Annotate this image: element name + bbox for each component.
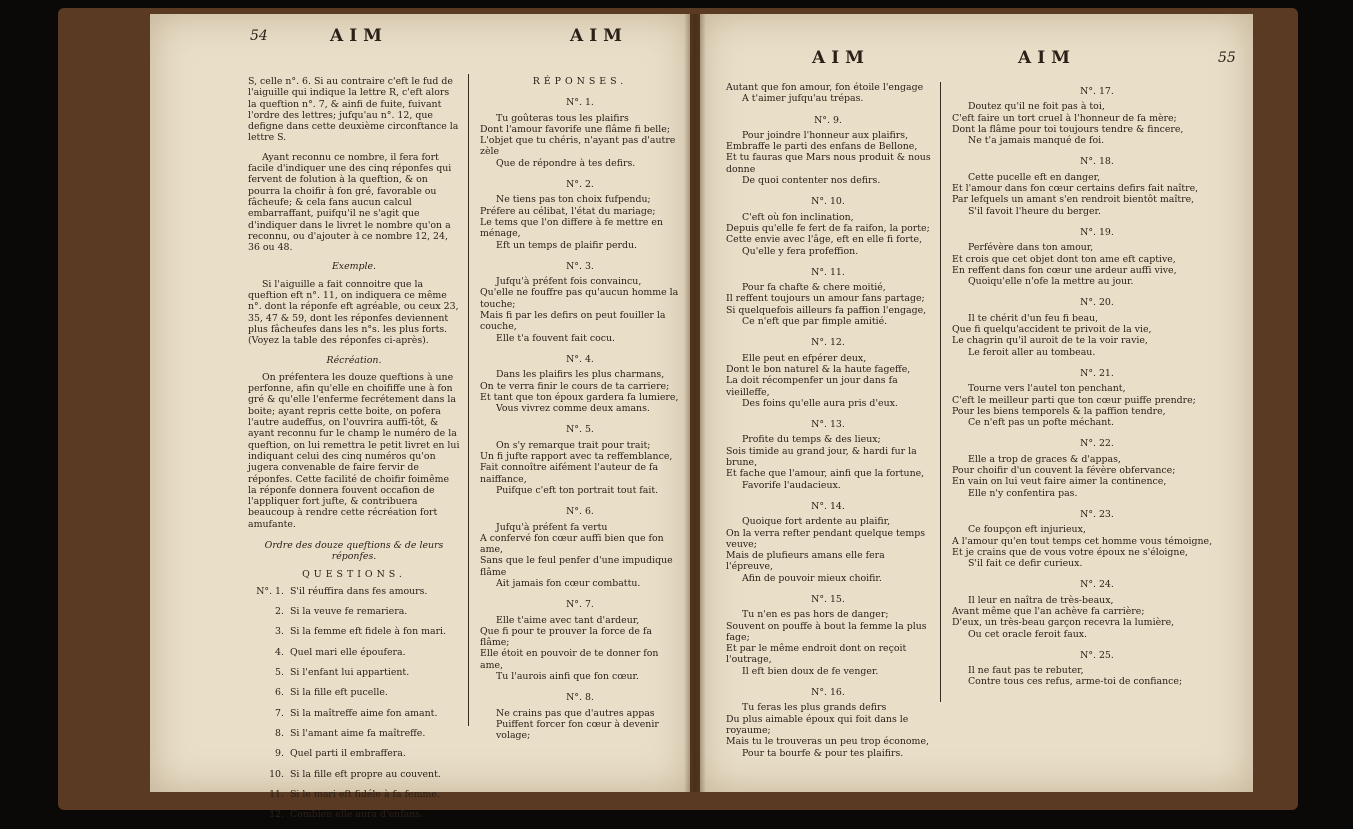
verse-line: Tu feras les plus grands defirs <box>742 702 887 714</box>
question-number: 9. <box>275 748 284 760</box>
reponse-number: N°. 25. <box>1080 649 1114 661</box>
verse-line: Mais de plufieurs amans elle fera l'épreuve, <box>726 550 885 573</box>
reponse-entry <box>722 419 934 491</box>
recreation-paragraph: On préfentera les douze queftions à une perfonne, afin qu'elle en choififfe une à fon gré & qu'elle l'enferme fecrétement dans la boite; ayant repris cette boite, on pofera l'autre audeffus, on l'ouvrira auffi-tôt, & ayant reconnu fur le champ le numéro de la queftion, on lui remettra le petit livret en lui indiquant celui des cinq numéros qu'on jugera convenable de faire fervir de réponfes. Cette facilité de choifir foimême la réponfe donnera fouvent occafion de l'appliquer fort jufte, & contribuera beaucoup à rendre cette récréation fort amufante. <box>248 371 460 530</box>
verse-line: La doit récompenfer un jour dans fa vieilleffe, <box>726 375 898 398</box>
verse-line: Que de répondre à tes defirs. <box>496 157 636 169</box>
verse-line: Le chagrin qu'il auroit de te la voir ravie, <box>952 335 1148 347</box>
question-text: Si la fille eft pucelle. <box>290 687 388 699</box>
question-item <box>248 728 460 739</box>
verse-line: Qu'elle ne fouffre pas qu'aucun homme la touche; <box>480 287 679 310</box>
question-number: 3. <box>275 626 284 638</box>
question-text: Si la veuve fe remariera. <box>290 606 408 618</box>
reponses-entries <box>476 97 684 741</box>
reponse-number: N°. 5. <box>566 424 594 436</box>
verse-line: Le tems que l'on differe à fe mettre en ménage, <box>480 216 663 240</box>
verse-line: Quoiqu'elle n'ofe la mettre au jour. <box>968 276 1134 288</box>
verse-line: Et l'amour dans fon cœur certains defirs fait naître, <box>952 183 1199 195</box>
reponse-entry <box>722 687 934 759</box>
exemple-heading: Exemple. <box>331 261 377 273</box>
verse-line: S'il fait ce defir curieux. <box>968 558 1083 570</box>
verse-line: C'eft le meilleur parti que ton cœur puiffe prendre; <box>952 394 1196 406</box>
verse-line: En vain on lui veut faire aimer la continence, <box>952 476 1167 488</box>
verse-line: Jufqu'à préfent fa vertu <box>496 521 608 533</box>
column-rule <box>468 74 469 726</box>
verse-line: Mais fi par les defirs on peut fouiller la couche, <box>480 310 666 333</box>
verse-line: En reffent dans fon cœur une ardeur auffi vive, <box>952 264 1177 276</box>
reponse-entry <box>476 97 684 169</box>
verse-line: Sois timide au grand jour, & hardi fur la brune, <box>726 445 917 469</box>
reponse-number: N°. 2. <box>566 179 594 191</box>
verse-line: Elle a trop de graces & d'appas, <box>968 453 1121 465</box>
verse-line: Tourne vers l'autel ton penchant, <box>968 383 1126 395</box>
verse-line: On s'y remarque trait pour trait; <box>496 439 651 451</box>
verse-line: Que fi pour te prouver la force de fa flâme; <box>480 625 652 649</box>
reponse-verse <box>722 130 934 186</box>
reponse-number: N°. 6. <box>566 506 594 518</box>
question-number: 8. <box>275 727 284 739</box>
question-item <box>248 586 460 597</box>
recreation-heading: Récréation. <box>326 354 382 366</box>
reponse-entry <box>948 650 1246 688</box>
verse-line: De quoi contenter nos defirs. <box>742 175 881 187</box>
reponse-entry <box>948 156 1246 216</box>
reponse-number: N°. 15. <box>811 593 845 605</box>
verse-line: Mais tu le trouveras un peu trop économe, <box>726 736 929 748</box>
reponse-verse <box>476 522 684 590</box>
question-text: Si l'enfant lui appartient. <box>290 667 410 679</box>
verse-line: Ou cet oracle feroit faux. <box>968 628 1087 640</box>
question-item <box>248 708 460 719</box>
verse-line: Sans que le feul penfer d'une impudique flâme <box>480 555 673 578</box>
reponse-verse <box>476 440 684 496</box>
verse-line: Il te chérit d'un feu fi beau, <box>968 312 1099 324</box>
exemple-paragraph: Si l'aiguille a fait connoitre que la queftion eft n°. 11, on indiquera ce même n°. dont la réponfe eft agréable, ou ceux 23, 35, 47 & 59, dont les réponfes deviennent plus fâcheufes dans les n°s. les plus forts. (Voyez la table des réponfes ci-après). <box>248 278 459 347</box>
verse-line: Dont le bon naturel & la haute fageffe, <box>726 363 911 375</box>
question-number: 12. <box>269 809 284 821</box>
reponse-verse <box>722 212 934 257</box>
verse-line: C'eft faire un tort cruel à l'honneur de fa mère; <box>952 112 1177 124</box>
right-column-1 <box>722 82 934 759</box>
verse-line: Avant même que l'an achève fa carrière; <box>952 605 1145 617</box>
reponse-entry <box>722 196 934 256</box>
verse-line: Favorife l'audacieux. <box>742 479 841 491</box>
reponse-number: N°. 19. <box>1080 226 1114 238</box>
reponses-entries <box>722 115 934 759</box>
verse-line: Pour choifir d'un couvent la févère obfervance; <box>952 465 1176 477</box>
question-number: 6. <box>275 687 284 699</box>
reponse-number: N°. 3. <box>566 260 594 272</box>
verse-line: Qu'elle y fera profeffion. <box>742 245 859 257</box>
question-item <box>248 606 460 617</box>
verse-line: Un fi jufte rapport avec ta reffemblance, <box>480 451 673 463</box>
verse-line: Par lefquels un amant s'en rendroit bientôt maître, <box>952 194 1195 206</box>
reponse-verse <box>722 702 934 758</box>
verse-line: Puifque c'eft ton portrait tout fait. <box>496 484 659 496</box>
verse-line: Doutez qu'il ne foit pas à toi, <box>968 101 1105 113</box>
reponse-number: N°. 10. <box>811 196 845 208</box>
question-item <box>248 687 460 698</box>
reponse-number: N°. 24. <box>1080 579 1114 591</box>
reponse-number: N°. 21. <box>1080 367 1114 379</box>
reponse-verse <box>476 276 684 344</box>
reponse-entry <box>948 368 1246 428</box>
verse-line: Des foins qu'elle aura pris d'eux. <box>742 397 898 409</box>
verse-line: Il reffent toujours un amour fans partage; <box>726 293 925 305</box>
verse-line: Afin de pouvoir mieux choifir. <box>742 572 882 584</box>
verse-line: Dans les plaifirs les plus charmans, <box>496 369 665 381</box>
reponse-verse <box>722 353 934 409</box>
reponse-number: N°. 22. <box>1080 438 1114 450</box>
reponse-verse <box>722 516 934 584</box>
continued-verse <box>722 82 934 105</box>
right-page <box>700 14 1253 792</box>
verse-line: A l'amour qu'en tout temps cet homme vous témoigne, <box>952 535 1213 547</box>
verse-line: Elle étoit en pouvoir de te donner fon ame, <box>480 648 659 671</box>
verse-line: Cette pucelle eft en danger, <box>968 171 1101 183</box>
reponse-entry <box>722 594 934 677</box>
verse-line: Embraffe le parti des enfans de Bellone, <box>726 141 918 153</box>
verse-line: On la verra refter pendant quelque temps veuve; <box>726 527 926 550</box>
verse-line: Et fache que l'amour, ainfi que la fortune, <box>726 468 925 480</box>
reponse-entry <box>722 501 934 584</box>
reponse-entry <box>722 267 934 327</box>
verse-line: Si quelquefois ailleurs fa paffion l'engage, <box>726 304 927 316</box>
reponse-verse <box>948 454 1246 499</box>
reponse-verse <box>722 434 934 490</box>
reponse-number: N°. 12. <box>811 337 845 349</box>
question-item <box>248 809 460 820</box>
verse-line: Dont l'amour favorife une flâme fi belle; <box>480 123 670 135</box>
verse-line: Dont la flâme pour toi toujours tendre & fincere, <box>952 123 1184 135</box>
verse-line: A confervé fon cœur auffi bien que fon ame, <box>480 532 664 556</box>
verse-line: Ce n'eft que par fimple amitié. <box>742 316 888 328</box>
verse-line: On te verra finir le cours de ta carriere; <box>480 380 670 392</box>
reponse-verse <box>948 101 1246 146</box>
reponse-verse <box>722 282 934 327</box>
running-head-right-col1: AIM <box>812 48 870 68</box>
reponse-number: N°. 17. <box>1080 86 1114 97</box>
verse-line: Le feroit aller au tombeau. <box>968 346 1096 358</box>
reponse-entry <box>948 579 1246 639</box>
questions-list <box>248 586 460 821</box>
reponse-number: N°. 1. <box>566 97 594 109</box>
reponse-entry <box>476 179 684 251</box>
instructions-paragraph: Ayant reconnu ce nombre, il fera fort facile d'indiquer une des cinq réponfes qui fervent de folution à la queftion, & on pourra la choifir à fon gré, favorable ou fâcheufe; & cela fans aucun calcul embarraffant, puifqu'il ne s'agit que d'indiquer dans le livret le nombre qu'on a reconnu, ou d'ajouter à ce nombre 12, 24, 36 ou 48. <box>248 151 452 254</box>
reponse-entry <box>476 599 684 682</box>
verse-line: Fait connoître aifément l'auteur de fa naiffance, <box>480 462 659 485</box>
verse-line: Que fi quelqu'accident te privoit de la vie, <box>952 324 1152 336</box>
reponse-number: N°. 20. <box>1080 297 1114 309</box>
verse-line: Préfere au célibat, l'état du mariage; <box>480 205 656 217</box>
reponse-entry <box>948 297 1246 357</box>
question-number: 11. <box>269 788 284 800</box>
question-item <box>248 748 460 759</box>
verse-line: Autant que fon amour, fon étoile l'engage <box>726 82 924 93</box>
ordre-heading: Ordre des douze queftions & de leurs réponfes. <box>264 539 444 563</box>
verse-line: Elle t'a fouvent fait cocu. <box>496 332 616 344</box>
reponse-verse <box>476 369 684 414</box>
reponse-entry <box>722 337 934 409</box>
verse-line: Du plus aimable époux qui foit dans le royaume; <box>726 713 909 736</box>
question-text: Si la maîtreffe aime fon amant. <box>290 707 438 719</box>
verse-line: Ne crains pas que d'autres appas <box>496 707 655 719</box>
verse-line: Pour fa chafte & chere moitié, <box>742 282 886 294</box>
reponse-verse <box>948 524 1246 569</box>
verse-line: Tu n'en es pas hors de danger; <box>742 609 889 621</box>
reponse-entry <box>476 506 684 589</box>
reponse-verse <box>476 615 684 683</box>
reponse-verse <box>476 113 684 169</box>
reponses-heading: RÉPONSES. <box>532 76 628 87</box>
verse-line: Ne t'a jamais manqué de foi. <box>968 135 1105 147</box>
question-text: Si le mari eft fidéle à fa femme. <box>290 788 440 800</box>
verse-line: Et crois que cet objet dont ton ame eft captive, <box>952 253 1176 265</box>
reponse-number: N°. 14. <box>811 500 845 512</box>
verse-line: Tu l'aurois ainfi que fon cœur. <box>496 671 639 683</box>
question-item <box>248 626 460 637</box>
question-number: 4. <box>275 646 284 658</box>
left-page <box>150 14 690 821</box>
verse-line: Vous vivrez comme deux amans. <box>496 403 650 415</box>
left-column-2 <box>476 76 684 742</box>
verse-line: Profite du temps & des lieux; <box>742 434 881 446</box>
reponse-entry <box>948 86 1246 146</box>
verse-line: Cette envie avec l'âge, eft en elle fi forte, <box>726 234 923 246</box>
question-text: S'il réuffira dans fes amours. <box>290 585 428 597</box>
question-number: 10. <box>269 768 284 780</box>
reponse-number: N°. 13. <box>811 419 845 431</box>
reponse-number: N°. 18. <box>1080 156 1114 168</box>
questions-heading: QUESTIONS. <box>302 568 406 580</box>
verse-line: Il leur en naîtra de très-beaux, <box>968 594 1114 606</box>
question-number: 2. <box>275 606 284 618</box>
reponse-verse <box>948 383 1246 428</box>
intro-paragraph: S, celle n°. 6. Si au contraire c'eft le fud de l'aiguille qui indique la lettre R, c'eft alors la queftion n°. 7, & ainfi de fuite, fuivant l'ordre des lettres; jufqu'au n°. 12, que defigne dans cette deuxième circonftance la lettre S. <box>248 76 459 144</box>
reponse-verse <box>948 242 1246 287</box>
verse-line: Il ne faut pas te rebuter, <box>968 665 1084 677</box>
reponse-entry <box>476 692 684 741</box>
verse-line: Ce n'eft pas un pofte méchant. <box>968 417 1115 429</box>
verse-line: Ce foupçon eft injurieux, <box>968 524 1086 536</box>
reponse-verse <box>948 172 1246 217</box>
verse-line: Contre tous ces refus, arme-toi de confiance; <box>968 676 1183 688</box>
reponse-number: N°. 8. <box>566 692 594 704</box>
verse-line: Et par le même endroit dont on reçoit l'outrage, <box>726 643 907 666</box>
running-head-left-col1: AIM <box>330 26 388 46</box>
reponse-number: N°. 7. <box>566 599 594 611</box>
question-text: Quel parti il embraffera. <box>290 748 406 760</box>
reponse-verse <box>476 194 684 250</box>
verse-line: Jufqu'à préfent fois convaincu, <box>496 276 642 288</box>
verse-line: Ait jamais fon cœur combattu. <box>496 577 641 589</box>
reponse-verse <box>476 708 684 742</box>
reponse-entry <box>948 509 1246 569</box>
verse-line: Souvent on pouffe à bout la femme la plus fage; <box>726 620 927 643</box>
running-head-right-col2: AIM <box>1018 48 1076 68</box>
question-number: 7. <box>275 707 284 719</box>
verse-line: A t'aimer jufqu'au trépas. <box>742 93 864 105</box>
question-item <box>248 647 460 658</box>
reponse-number: N°. 23. <box>1080 508 1114 520</box>
reponse-entry <box>948 227 1246 287</box>
verse-line: D'eux, un très-beau garçon recevra la lumière, <box>952 617 1175 629</box>
reponse-entry <box>476 424 684 496</box>
reponse-verse <box>948 595 1246 640</box>
left-column-1 <box>248 76 460 829</box>
question-number: 5. <box>275 667 284 679</box>
verse-line: C'eft où fon inclination, <box>742 211 854 223</box>
verse-line: Depuis qu'elle fe fert de fa raifon, la porte; <box>726 222 930 234</box>
reponse-entry <box>476 261 684 344</box>
question-text: Combien elle aura d'enfans. <box>290 809 424 821</box>
verse-line: Ne tiens pas ton choix fufpendu; <box>496 194 651 206</box>
question-item <box>248 667 460 678</box>
verse-line: Tu goûteras tous les plaifirs <box>496 112 629 124</box>
verse-line: Il eft bien doux de fe venger. <box>742 665 879 677</box>
reponse-number: N°. 4. <box>566 353 594 365</box>
reponse-entry <box>948 438 1246 498</box>
verse-line: Pour joindre l'honneur aux plaifirs, <box>742 129 909 141</box>
question-text: Si la fille eft propre au couvent. <box>290 768 441 780</box>
verse-line: Quoique fort ardente au plaifir, <box>742 516 891 528</box>
verse-line: Pour ta bourfe & pour tes plaifirs. <box>742 747 904 759</box>
verse-line: Et je crains que de vous votre époux ne s'éloigne, <box>952 546 1188 558</box>
reponse-entry <box>476 354 684 414</box>
verse-line: Puiffent forcer fon cœur à devenir volage; <box>496 718 659 742</box>
question-text: Si l'amant aime fa maîtreffe. <box>290 727 426 739</box>
verse-line: S'il favoit l'heure du berger. <box>968 205 1101 217</box>
verse-line: Elle peut en efpérer deux, <box>742 352 867 364</box>
verse-line: Elle t'aime avec tant d'ardeur, <box>496 614 640 626</box>
reponse-entry <box>722 115 934 187</box>
question-item <box>248 789 460 800</box>
right-column-2 <box>948 76 1246 688</box>
page-number-left: 54 <box>250 28 268 44</box>
verse-line: Eft un temps de plaifir perdu. <box>496 239 637 251</box>
question-item <box>248 769 460 780</box>
reponse-verse <box>722 609 934 677</box>
question-text: Quel mari elle époufera. <box>290 646 406 658</box>
reponse-verse <box>948 665 1246 688</box>
question-number: N°. 1. <box>256 585 284 597</box>
verse-line: Et tu fauras que Mars nous produit & nous donne <box>726 152 931 175</box>
reponse-number: N°. 9. <box>814 114 842 126</box>
verse-line: Perfévère dans ton amour, <box>968 242 1094 254</box>
verse-line: Et tant que ton époux gardera fa lumiere, <box>480 391 679 403</box>
reponse-number: N°. 16. <box>811 687 845 699</box>
column-rule <box>940 82 941 702</box>
page-number-right: 55 <box>1218 50 1236 66</box>
reponse-verse <box>948 313 1246 358</box>
verse-line: Elle n'y confentira pas. <box>968 487 1078 499</box>
reponses-entries <box>948 86 1246 688</box>
reponse-number: N°. 11. <box>811 266 845 278</box>
verse-line: L'objet que tu chéris, n'ayant pas d'autre zèle <box>480 135 676 158</box>
verse-line: Pour les biens temporels & la paffion tendre, <box>952 405 1166 417</box>
question-text: Si la femme eft fidele à fon mari. <box>290 626 447 638</box>
running-head-left-col2: AIM <box>570 26 628 46</box>
